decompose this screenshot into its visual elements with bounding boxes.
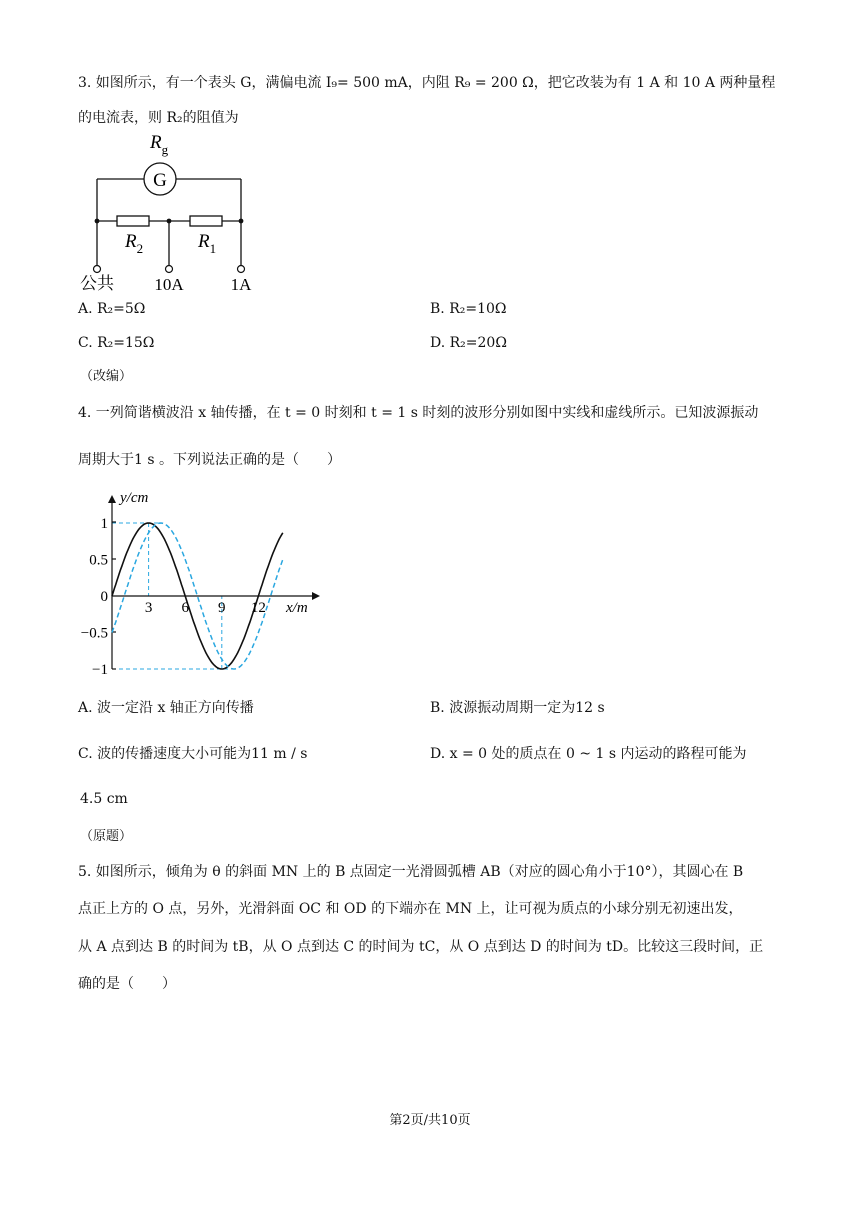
q4-option-a: A. 波一定沿 x 轴正方向传播 (78, 700, 254, 716)
q3-stem-line1: 3. 如图所示，有一个表头 G，满偏电流 I₉= 500 mA，内阻 R₉ = 200 Ω，把它改装为有 1 A 和 10 A 两种量程 (78, 75, 776, 91)
meter-label: G (153, 170, 167, 191)
q3-stem-line2: 的电流表，则 R₂的阻值为 (78, 110, 239, 126)
q4-wave-chart (74, 486, 344, 686)
q4-option-d: D. x = 0 处的质点在 0 ~ 1 s 内运动的路程可能为 (430, 746, 747, 762)
x-axis-label: x/m (286, 600, 308, 616)
q5-stem-line1: 5. 如图所示，倾角为 θ 的斜面 MN 上的 B 点固定一光滑圆弧槽 AB（对应的圆心角小于10°），其圆心在 B (78, 864, 744, 880)
q3-option-d: D. R₂=20Ω (430, 335, 507, 351)
junction-dot (167, 219, 172, 224)
junction-dot (95, 219, 100, 224)
x-tick-label: 9 (218, 600, 226, 616)
q4-option-c: C. 波的传播速度大小可能为11 m / s (78, 746, 308, 762)
terminal-common-label: 公共 (80, 274, 114, 293)
q3-circuit-diagram (70, 126, 280, 296)
q4-stem-line2: 周期大于1 s 。下列说法正确的是（ ） (78, 452, 341, 468)
r2-label: $R_2$ (125, 231, 144, 256)
rg-label: $R_g$ (150, 132, 169, 157)
x-axis-arrow (312, 592, 320, 600)
y-axis-label: y/cm (120, 490, 149, 506)
terminal-common-dot (94, 266, 101, 273)
q5-stem-line4: 确的是（ ） (78, 976, 176, 992)
y-tick-label: 0.5 (89, 552, 108, 569)
q5-stem-line3: 从 A 点到达 B 的时间为 tB，从 O 点到达 C 的时间为 tC，从 O 点到达 D 的时间为 tD。比较这三段时间，正 (78, 939, 764, 955)
page-footer: 第2页/共10页 (389, 1113, 471, 1128)
resistor-r2 (117, 216, 149, 226)
q5-stem-line2: 点正上方的 O 点，另外，光滑斜面 OC 和 OD 的下端亦在 MN 上，让可视为质点的小球分别无初速出发， (78, 901, 743, 917)
x-tick-label: 6 (181, 600, 189, 616)
q3-option-c: C. R₂=15Ω (78, 335, 155, 351)
q4-option-b: B. 波源振动周期一定为12 s (430, 700, 605, 716)
q3-source-note: （改编） (80, 369, 133, 384)
y-tick-label: −1 (92, 662, 108, 678)
q3-option-a: A. R₂=5Ω (78, 301, 146, 317)
x-tick-label: 3 (144, 600, 153, 616)
y-tick-label: 0 (100, 589, 108, 605)
r1-label: $R_1$ (198, 231, 217, 256)
q4-source-note: （原题） (80, 829, 133, 844)
terminal-1a-dot (238, 266, 245, 273)
y-tick-label: −0.5 (80, 625, 108, 642)
terminal-10a-dot (166, 266, 173, 273)
x-tick-label: 12 (250, 600, 266, 616)
y-tick-label: 1 (100, 516, 108, 532)
terminal-10a-label: 10A (154, 275, 184, 294)
q4-stem-line1: 4. 一列简谐横波沿 x 轴传播，在 t = 0 时刻和 t = 1 s 时刻的波形分别如图中实线和虚线所示。已知波源振动 (78, 405, 759, 421)
resistor-r1 (190, 216, 222, 226)
terminal-1a-label: 1A (230, 275, 252, 294)
junction-dot (239, 219, 244, 224)
y-axis-arrow (108, 495, 116, 503)
q3-option-b: B. R₂=10Ω (430, 301, 507, 317)
q4-option-d-continued: 4.5 cm (80, 791, 128, 807)
